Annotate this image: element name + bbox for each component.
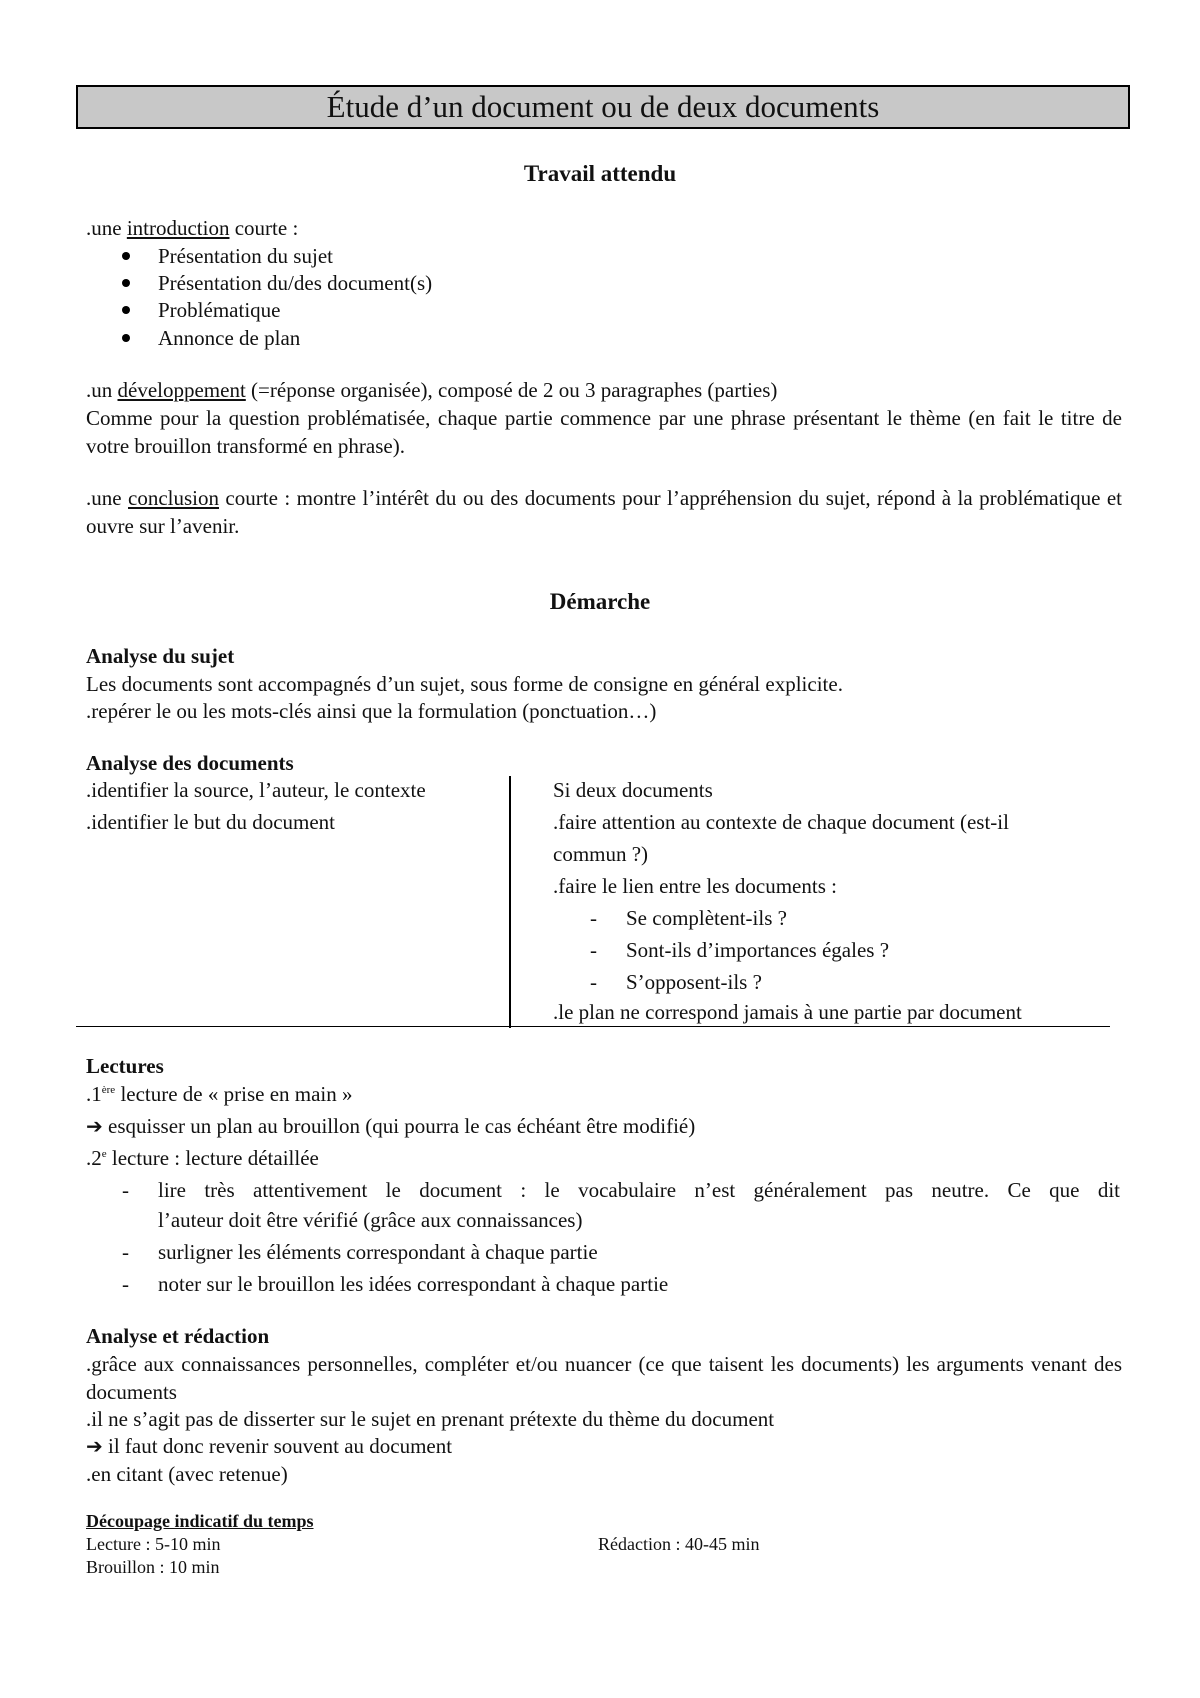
redaction-paragraph: .grâce aux connaissances personnelles, compléter et/ou nuancer (ce que taisent les documents) les arguments venant des documents bbox=[86, 1352, 1122, 1404]
intro-keyword: introduction bbox=[126, 216, 230, 240]
dev-keyword: développement bbox=[117, 378, 246, 402]
bullet-text: Annonce de plan bbox=[158, 326, 301, 350]
concl-suffix: courte : montre l’intérêt du ou des documents pour l’appréhension du sujet, répond à la problématique et ouvre sur l’avenir. bbox=[86, 486, 1122, 538]
analyse-docs-right-title: Si deux documents bbox=[553, 778, 713, 802]
redaction-arrow-line bbox=[86, 1432, 1122, 1460]
conclusion-paragraph bbox=[86, 484, 1122, 540]
lecture-arrow-line bbox=[86, 1112, 1122, 1140]
lecture-first-sup: ère bbox=[101, 1084, 116, 1096]
arrow-right-icon: ➔ bbox=[86, 1434, 103, 1458]
dash-text-continued: l’auteur doit être vérifié (grâce aux connaissances) bbox=[158, 1208, 583, 1232]
bullet-icon bbox=[122, 306, 130, 314]
dash-icon: - bbox=[590, 970, 597, 994]
analyse-docs-right-line: commun ?) bbox=[553, 842, 649, 866]
dash-text: Se complètent-ils ? bbox=[626, 906, 787, 930]
temps-lecture: Lecture : 5-10 min bbox=[86, 1534, 221, 1554]
dev-suffix: (=réponse organisée), composé de 2 ou 3 paragraphes (parties) bbox=[245, 378, 778, 402]
bullet-text: Présentation du/des document(s) bbox=[158, 271, 433, 295]
bullet-text: Présentation du sujet bbox=[158, 244, 333, 268]
redaction-line: .il ne s’agit pas de disserter sur le sujet en prenant prétexte du thème du document bbox=[86, 1407, 775, 1431]
temps-redaction: Rédaction : 40-45 min bbox=[598, 1534, 760, 1554]
lecture-second-prefix: .2 bbox=[86, 1146, 102, 1170]
page-title: Étude d’un document ou de deux documents bbox=[76, 85, 1130, 129]
bullet-icon bbox=[122, 279, 130, 287]
dash-icon: - bbox=[590, 938, 597, 962]
table-bottom-rule bbox=[76, 1026, 1110, 1027]
bullet-icon bbox=[122, 334, 130, 342]
analyse-docs-right-line: .faire le lien entre les documents : bbox=[553, 874, 837, 898]
heading-travail-attendu: Travail attendu bbox=[523, 161, 677, 186]
dash-text: Sont-ils d’importances égales ? bbox=[626, 938, 890, 962]
dash-icon: - bbox=[590, 906, 597, 930]
section-analyse-redaction: Analyse et rédaction bbox=[86, 1324, 270, 1348]
analyse-docs-left-line: .identifier le but du document bbox=[86, 810, 336, 834]
lecture-second bbox=[86, 1144, 1122, 1172]
analyse-sujet-line: Les documents sont accompagnés d’un sujet, sous forme de consigne en général explicite. bbox=[86, 672, 843, 696]
bullet-icon bbox=[122, 252, 130, 260]
dash-text: S’opposent-ils ? bbox=[626, 970, 762, 994]
lecture-second-suffix: lecture : lecture détaillée bbox=[106, 1146, 319, 1170]
lecture-first-prefix: .1 bbox=[86, 1082, 102, 1106]
temps-brouillon: Brouillon : 10 min bbox=[86, 1557, 220, 1577]
intro-prefix: .une bbox=[86, 216, 127, 240]
lecture-arrow-text: esquisser un plan au brouillon (qui pourra le cas échéant être modifié) bbox=[102, 1114, 696, 1138]
analyse-docs-right-line: .faire attention au contexte de chaque document (est-il bbox=[553, 810, 1009, 834]
arrow-right-icon: ➔ bbox=[86, 1114, 103, 1138]
dash-text: lire très attentivement le document : le vocabulaire n’est généralement pas neutre. Ce que dit bbox=[158, 1178, 1120, 1202]
concl-keyword: conclusion bbox=[128, 486, 219, 510]
dev-paragraph: Comme pour la question problématisée, chaque partie commence par une phrase présentant le thème (en fait le titre de votre brouillon transformé en phrase). bbox=[86, 406, 1122, 458]
analyse-docs-right-last: .le plan ne correspond jamais à une partie par document bbox=[553, 1000, 1022, 1024]
dash-text: noter sur le brouillon les idées correspondant à chaque partie bbox=[158, 1272, 669, 1296]
dash-icon: - bbox=[122, 1272, 129, 1296]
intro-suffix: courte : bbox=[229, 216, 299, 240]
section-analyse-documents: Analyse des documents bbox=[86, 751, 294, 775]
intro-line bbox=[86, 214, 1122, 242]
redaction-arrow-text: il faut donc revenir souvent au document bbox=[102, 1434, 453, 1458]
lecture-second-sup: e bbox=[101, 1148, 107, 1160]
analyse-docs-left-line: .identifier la source, l’auteur, le contexte bbox=[86, 778, 426, 802]
lecture-first bbox=[86, 1080, 1122, 1108]
column-divider bbox=[509, 776, 511, 1028]
dev-line bbox=[86, 376, 1122, 404]
section-lectures: Lectures bbox=[86, 1054, 164, 1078]
section-analyse-sujet: Analyse du sujet bbox=[86, 644, 235, 668]
dash-text: surligner les éléments correspondant à chaque partie bbox=[158, 1240, 598, 1264]
lecture-first-suffix: lecture de « prise en main » bbox=[115, 1082, 353, 1106]
heading-demarche: Démarche bbox=[549, 589, 651, 614]
dash-icon: - bbox=[122, 1178, 129, 1202]
analyse-sujet-line: .repérer le ou les mots-clés ainsi que la formulation (ponctuation…) bbox=[86, 699, 657, 723]
concl-prefix: .une bbox=[86, 486, 129, 510]
bullet-text: Problématique bbox=[158, 298, 281, 322]
dev-prefix: .un bbox=[86, 378, 118, 402]
redaction-line: .en citant (avec retenue) bbox=[86, 1462, 288, 1486]
dash-icon: - bbox=[122, 1240, 129, 1264]
section-temps: Découpage indicatif du temps bbox=[86, 1511, 314, 1531]
